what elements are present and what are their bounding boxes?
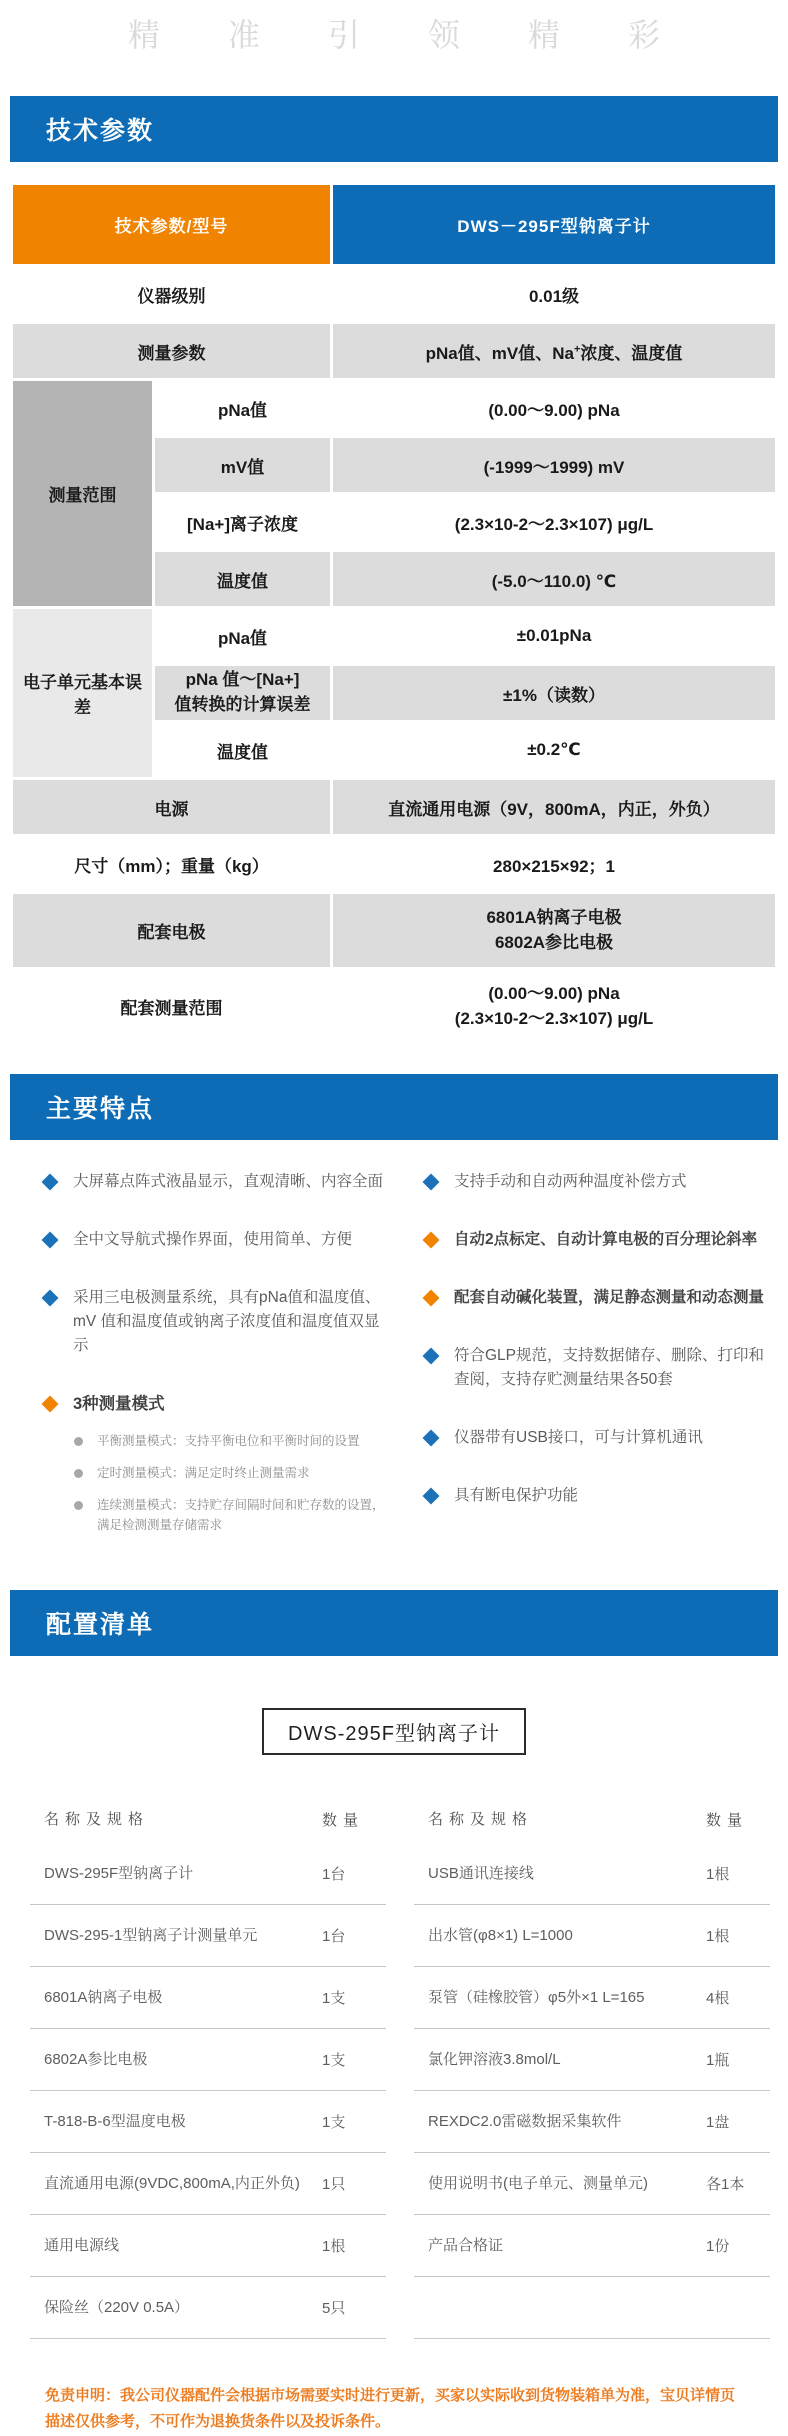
feature-item — [44, 1228, 389, 1252]
circle-bullet-icon — [74, 1469, 83, 1478]
parts-row — [414, 2091, 770, 2153]
feature-subitem — [74, 1496, 389, 1535]
parts-row — [414, 1905, 770, 1967]
parts-header-row — [414, 1795, 770, 1843]
error-conv-label-line1: pNa 值～[Na+] — [185, 670, 300, 690]
config-banner-title: 配置清单 — [46, 1611, 155, 1640]
feature-text: 3种测量模式 — [73, 1395, 165, 1414]
part-name: 出水管(φ8×1) L=1000 — [428, 1927, 573, 1945]
feature-subitem — [74, 1432, 389, 1451]
parts-header-name: 名称及规格 — [428, 1810, 534, 1828]
feature-item — [44, 1286, 389, 1358]
feature-item — [425, 1426, 770, 1450]
diamond-icon — [423, 1348, 440, 1365]
feature-subtext: 定时测量模式：满足定时终止测量需求 — [97, 1466, 310, 1481]
electrodes-line1: 6801A钠离子电极 — [486, 907, 622, 927]
diamond-icon — [423, 1232, 440, 1249]
parts-row — [30, 2215, 386, 2277]
diamond-icon — [42, 1174, 59, 1191]
spec-label-range-na: [Na+]离子浓度 — [154, 494, 332, 551]
spec-table — [10, 182, 778, 1046]
spec-value-range-na: (2.3×10-2～2.3×107) μg/L — [332, 494, 777, 551]
params-superscript: + — [573, 342, 581, 355]
feature-text: 仪器带有USB接口，可与计算机通讯 — [454, 1429, 703, 1447]
diamond-icon — [42, 1396, 59, 1413]
spec-header-product: DWS－295F型钠离子计 — [332, 184, 777, 266]
feature-item — [425, 1170, 770, 1194]
part-qty: 5只 — [322, 2300, 346, 2318]
part-name: DWS-295F型钠离子计 — [44, 1865, 194, 1883]
feature-text: 具有断电保护功能 — [454, 1487, 579, 1505]
part-name: 氯化钾溶液3.8mol/L — [428, 2051, 561, 2069]
parts-row — [414, 1843, 770, 1905]
parts-row — [30, 2153, 386, 2215]
features-column-right — [425, 1170, 770, 1548]
parts-row — [30, 1843, 386, 1905]
parts-row — [414, 2215, 770, 2277]
params-value-pre: pNa值、mV值、Na — [425, 343, 574, 363]
spec-value-range-pna: (0.00～9.00) pNa — [332, 380, 777, 437]
part-qty: 1支 — [322, 1990, 346, 2008]
range2-line1: (0.00～9.00) pNa — [488, 983, 620, 1003]
feature-item — [425, 1484, 770, 1508]
config-product-title-wrap — [0, 1708, 788, 1755]
feature-text: 符合GLP规范，支持数据储存、删除、打印和查阅，支持存贮测量结果各50套 — [454, 1347, 765, 1389]
part-qty: 1盘 — [706, 2114, 730, 2132]
part-qty: 1只 — [322, 2176, 346, 2194]
feature-text: 支持手动和自动两种温度补偿方式 — [454, 1173, 687, 1190]
part-name: DWS-295-1型钠离子计测量单元 — [44, 1927, 258, 1945]
parts-row — [30, 2029, 386, 2091]
spec-value-range2 — [332, 969, 777, 1045]
spec-label-params: 测量参数 — [12, 323, 332, 380]
part-qty: 各1本 — [706, 2176, 745, 2194]
feature-subtext: 连续测量模式：支持贮存间隔时间和贮存数的设置，满足检测测量存储需求 — [97, 1498, 385, 1532]
feature-text: 大屏幕点阵式液晶显示，直观清晰、内容全面 — [73, 1173, 384, 1190]
features-banner — [10, 1074, 778, 1140]
part-qty: 4根 — [706, 1990, 730, 2008]
spec-value-error-conv: ±1%（读数） — [332, 665, 777, 722]
parts-header-qty: 数量 — [706, 1811, 749, 1829]
circle-bullet-icon — [74, 1437, 83, 1446]
part-qty: 1根 — [322, 2238, 346, 2256]
spec-value-power: 直流通用电源（9V，800mA，内正，外负） — [332, 779, 777, 836]
part-qty: 1支 — [322, 2114, 346, 2132]
part-qty: 1根 — [706, 1928, 730, 1946]
part-name: 使用说明书(电子单元、测量单元) — [428, 2175, 648, 2193]
spec-header-model: 技术参数/型号 — [12, 184, 332, 266]
circle-bullet-icon — [74, 1501, 83, 1510]
spec-label-range-mv: mV值 — [154, 437, 332, 494]
part-name: 直流通用电源(9VDC,800mA,内正外负) — [44, 2175, 300, 2193]
diamond-icon — [42, 1232, 59, 1249]
diamond-icon — [42, 1290, 59, 1307]
error-conv-label-line2: 值转换的计算误差 — [174, 695, 311, 714]
range2-line2: (2.3×10-2～2.3×107) μg/L — [454, 1008, 654, 1028]
parts-row — [30, 2277, 386, 2339]
part-name: USB通讯连接线 — [428, 1865, 534, 1883]
feature-item — [425, 1228, 770, 1252]
config-product-title: DWS-295F型钠离子计 — [262, 1708, 526, 1755]
parts-row — [30, 1905, 386, 1967]
spec-label-size: 尺寸（mm）；重量（kg） — [12, 836, 332, 893]
slogan-watermark: 精准引领精彩 — [127, 17, 728, 53]
spec-group-range: 测量范围 — [12, 380, 154, 608]
features-section — [0, 1140, 788, 1574]
feature-text: 采用三电极测量系统，具有pNa值和温度值、mV 值和温度值或钠离子浓度值和温度值双显示 — [73, 1289, 381, 1355]
spec-value-electrodes — [332, 893, 777, 969]
parts-row — [30, 2091, 386, 2153]
spec-value-error-pna: ±0.01pNa — [332, 608, 777, 665]
part-qty: 1瓶 — [706, 2052, 730, 2070]
parts-row — [30, 1967, 386, 2029]
part-qty: 1台 — [322, 1866, 346, 1884]
feature-item — [44, 1170, 389, 1194]
spec-group-error: 电子单元基本误差 — [12, 608, 154, 779]
parts-table-right — [414, 1795, 770, 2339]
feature-item — [425, 1344, 770, 1392]
feature-item — [425, 1286, 770, 1310]
part-name: 保险丝（220V 0.5A） — [44, 2299, 190, 2317]
part-qty: 1台 — [322, 1928, 346, 1946]
parts-row — [414, 2029, 770, 2091]
spec-label-range-temp: 温度值 — [154, 551, 332, 608]
diamond-icon — [423, 1290, 440, 1307]
diamond-icon — [423, 1174, 440, 1191]
features-banner-title: 主要特点 — [46, 1095, 155, 1123]
electrodes-line2: 6802A参比电极 — [494, 932, 614, 952]
parts-row — [414, 2153, 770, 2215]
feature-text: 配套自动碱化装置，满足静态测量和动态测量 — [454, 1289, 765, 1307]
feature-text: 全中文导航式操作界面，使用简单、方便 — [73, 1231, 353, 1249]
part-qty: 1支 — [322, 2052, 346, 2070]
parts-header-name: 名称及规格 — [44, 1810, 150, 1828]
diamond-icon — [423, 1430, 440, 1447]
parts-header-row — [30, 1795, 386, 1843]
spec-value-params — [332, 323, 777, 380]
part-name: 6801A钠离子电极 — [44, 1989, 163, 2007]
tech-params-banner-title: 技术参数 — [46, 117, 155, 145]
spec-value-range-temp: (-5.0～110.0) ℃ — [332, 551, 777, 608]
disclaimer-text: 免责申明：我公司仪器配件会根据市场需要实时进行更新，买家以实际收到货物装箱单为准，宝贝详情页描述仅供参考，不可作为退换货条件以及投诉条件。 — [45, 2387, 736, 2431]
spec-label-error-conv — [154, 665, 332, 722]
feature-text: 自动2点标定、自动计算电极的百分理论斜率 — [454, 1231, 758, 1249]
parts-table-left — [30, 1795, 386, 2339]
part-name: 泵管（硅橡胶管）φ5外×1 L=165 — [428, 1989, 645, 2007]
spec-value-level: 0.01级 — [332, 266, 777, 323]
feature-subtext: 平衡测量模式：支持平衡电位和平衡时间的设置 — [97, 1433, 360, 1448]
spec-label-range2: 配套测量范围 — [12, 969, 332, 1045]
part-name: REXDC2.0雷磁数据采集软件 — [428, 2113, 622, 2131]
spec-label-range-pna: pNa值 — [154, 380, 332, 437]
params-value-post: 浓度、温度值 — [580, 343, 683, 363]
part-name: T-818-B-6型温度电极 — [44, 2113, 186, 2131]
parts-row — [414, 1967, 770, 2029]
config-banner — [10, 1590, 778, 1656]
spec-value-error-temp: ±0.2℃ — [332, 722, 777, 779]
part-name: 通用电源线 — [44, 2237, 120, 2255]
spec-label-error-temp: 温度值 — [154, 722, 332, 779]
parts-header-qty: 数量 — [322, 1811, 365, 1829]
parts-table — [30, 1795, 770, 2339]
spec-value-range-mv: (-1999～1999) mV — [332, 437, 777, 494]
tech-params-banner — [10, 96, 778, 162]
spec-label-power: 电源 — [12, 779, 332, 836]
spec-label-error-pna: pNa值 — [154, 608, 332, 665]
parts-row-empty — [414, 2277, 770, 2339]
diamond-icon — [423, 1488, 440, 1505]
feature-item-modes-title — [44, 1392, 389, 1418]
spec-label-electrodes: 配套电极 — [12, 893, 332, 969]
feature-subitem — [74, 1464, 389, 1483]
spec-label-level: 仪器级别 — [12, 266, 332, 323]
spec-value-size: 280×215×92；1 — [332, 836, 777, 893]
features-column-left — [44, 1170, 389, 1548]
part-qty: 1根 — [706, 1866, 730, 1884]
part-qty: 1份 — [706, 2238, 730, 2256]
part-name: 6802A参比电极 — [44, 2051, 148, 2069]
part-name: 产品合格证 — [428, 2237, 504, 2255]
